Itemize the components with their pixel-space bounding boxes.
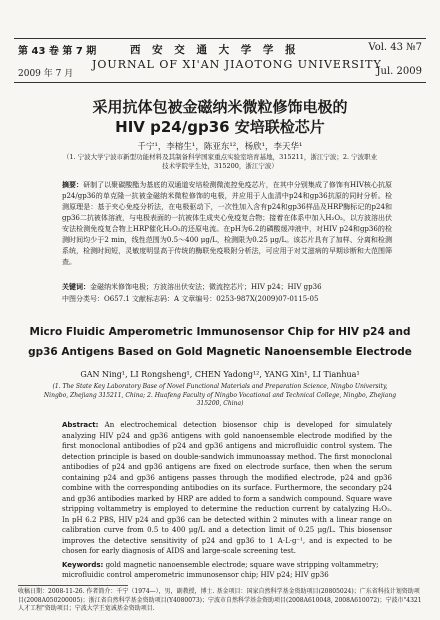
classification-cn: 中图分类号：O657.1 文献标志码：A 文章编号：0253-987X(2009)07-0115-05 — [62, 295, 319, 303]
title-cn-line1: 采用抗体包被金磁纳米微粒修饰电极的 — [92, 98, 348, 116]
affiliation-en: (1. The State Key Laboratory Base of Novel Functional Materials and Preparation Science, Ningbo University, Ningbo, Zhejiang 315211, China; 2. Huafeng Faculty of Ningbo Vocational and Technical College, Ningbo, Zhejiang 315200, China) — [43, 383, 397, 407]
abstract-cn-text: 研制了以聚碳酸酯为基底的双通道安培检测微流控免疫芯片，在其中分别集成了修饰有HIV核心抗原p24/gp36的单克隆一抗被金磁纳米微粒修饰的电极，并应用于人血清中p24和gp36抗原的同时分析。检测原理是：基于夹心免疫分析法，在电极驱动下，一次性加入含有p24和gp36样品及HRP酶标记的p24和gp36二抗被体溶液，与电极表面的一抗被体生成夹心免疫复合物；接着在体系中加入H₂O₂，以方波溶出伏安法检测免疫复合物上HRP催化H₂O₂的还原电流。在pH为6.2的磷酸缓冲液中，对HIV p24和gp36的检测时间均少于2 min，线性范围为0.5～400 μg/L，检测限为0.25 μg/L。该芯片具有了加样、分离和检测系统，检测时间短，灵敏度明显高于传统的酶联免疫吸附分析法，可应用于对艾滋病的早期诊断和大范围筛查。 — [62, 181, 392, 266]
date-en: Jul. 2009 — [376, 66, 422, 77]
volume-en: Vol. 43 №7 — [368, 42, 422, 53]
abstract-cn — [62, 180, 392, 268]
header-rule — [14, 38, 426, 39]
title-en-line1: Micro Fluidic Amperometric Immunosensor Chip for HIV p24 and — [29, 326, 411, 338]
abstract-en-text: An electrochemical detection biosensor chip is developed for simulately analyzing HIV p24 and gp36 antigens with gold nanoensemble electrode modified by the first monoclonal antibodies of p24 and gp36 antigens and microfluidic control system. The detection principle is based on double-sandwich immunoassay method. The first monoclonal antibodies of p24 and gp36 antigens are fixed on electrode surface, then when the serum containing p24 and gp36 antigens passes through the modified electrode, p24 and gp36 combine with the corresponding antibodies on its surface. Furthermore, the secondary p24 and gp36 antibodies marked by HRP are added to form a sandwich compound. Square wave stripping voltammetry is employed to determine the reduction current by catalyzing H₂O₂. In pH 6.2 PBS, HIV p24 and gp36 can be detected within 2 minutes with a linear range on calibration curve from 0.5 to 400 μg/L and a detection limit of 0.25 μg/L. This biosensor improves the detective sensitivity of p24 and gp36 to 1 A·L·g⁻¹, and is expected to be chosen for early diagnosis of AIDS and large-scale screening test. — [62, 421, 393, 555]
footnote-rule — [18, 585, 128, 586]
keywords-cn — [62, 282, 392, 292]
journal-name-en: JOURNAL OF XI'AN JIAOTONG UNIVERSITY — [92, 58, 382, 71]
keywords-en — [62, 560, 392, 580]
title-cn-line2: HIV p24/gp36 安培联检芯片 — [115, 118, 325, 136]
header-bottom-rule — [14, 82, 426, 83]
keywords-en-text: gold magnetic nanoensemble electrode; square wave stripping voltammetry; microfluidic control amperometric immunosensor chip; HIV p24; HIV gp36 — [62, 561, 379, 579]
journal-name-cn: 西 安 交 通 大 学 学 报 — [130, 44, 300, 56]
footnote: 收稿日期：2008-11-26. 作者简介：千宁（1974—），男，副教授，博士. 基金项目：国家自然科学基金资助项目(20805024)；广东省科技计划资助项目(2008A050200005)；浙江省自然科学基金资助项目(Y4080073)；宁波市自然科学基金资助项目(2008A610048, 2008A610072)；宁波市"4321人才工程"资助项目；宁波大学王宽诚基金资助项目. — [18, 588, 422, 612]
date-cn: 2009 年 7 月 — [18, 69, 74, 79]
title-en — [0, 322, 440, 362]
abstract-cn-label: 摘要： — [62, 181, 84, 189]
keywords-en-label: Keywords: — [62, 561, 104, 569]
authors-cn: 千宁¹，李榕生¹，陈亚东¹²，杨欣¹，李天华¹ — [137, 142, 303, 152]
title-en-line2: gp36 Antigens Based on Gold Magnetic Nanoensemble Electrode — [28, 346, 412, 358]
abstract-en-label: Abstract: — [62, 421, 99, 429]
volume-cn: 第 43 卷 第 7 期 — [18, 46, 97, 57]
affiliation-cn: （1. 宁波大学宁波市新型功能材料及其制备科学国家重点实验室培育基地，315211，浙江宁波；2. 宁波职业技术学院学生处，315200，浙江宁波） — [62, 153, 378, 170]
keywords-cn-text: 金磁纳米修饰电极；方波溶出伏安法；微流控芯片；HIV p24；HIV gp36 — [90, 283, 322, 291]
authors-en: GAN Ning¹, LI Rongsheng¹, CHEN Yadong¹², YANG Xin¹, LI Tianhua¹ — [80, 370, 360, 379]
abstract-en — [62, 420, 392, 557]
keywords-cn-label: 关键词： — [62, 282, 90, 291]
